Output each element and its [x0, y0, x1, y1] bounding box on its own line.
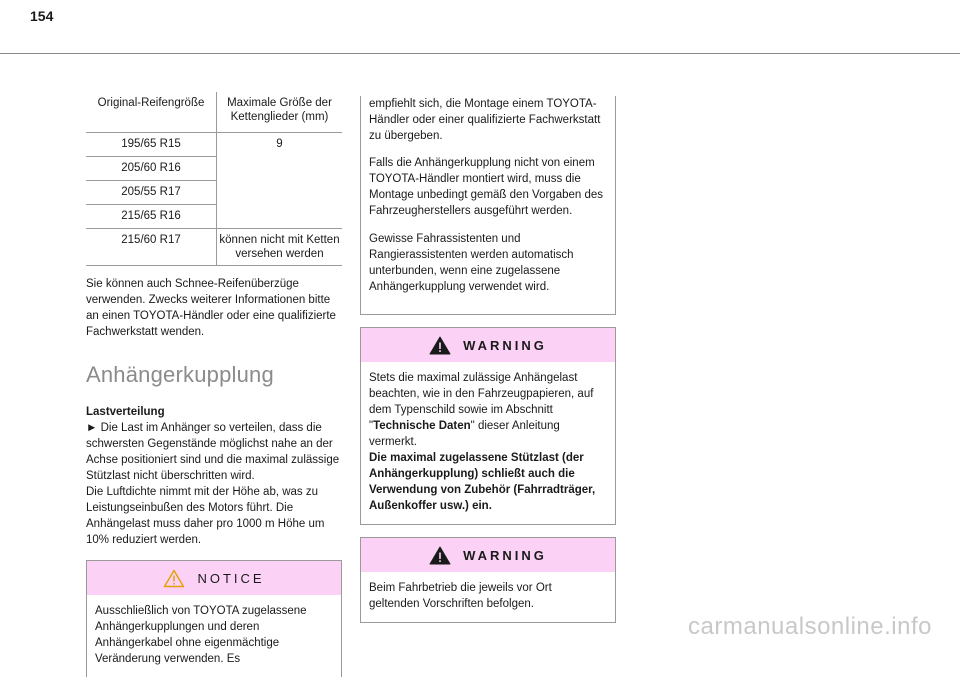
table-header-tire-size: Original-Reifengröße	[86, 92, 217, 133]
warning-text	[369, 370, 605, 450]
warning-text-part: " dieser Anleitung vermerkt.	[369, 420, 560, 448]
page-number: 154	[30, 8, 54, 24]
warning-label: WARNING	[463, 547, 547, 563]
bullet-text: Die Last im Anhänger so verteilen, dass die schwersten Gegenstände möglichst nahe an der Achse positioniert sind und die maximal zulässige Stützlast nicht überschritten wird.	[86, 422, 340, 482]
warning-text: Beim Fahrbetrieb die jeweils vor Ort geltenden Vorschriften befolgen.	[369, 582, 552, 610]
tire-size-cell: 205/55 R17	[86, 181, 217, 205]
warning-box-2	[360, 537, 616, 623]
bullet-paragraph	[86, 420, 342, 484]
notice-continuation-box	[360, 96, 616, 316]
max-size-cell: können nicht mit Ketten versehen werden	[217, 229, 343, 266]
warning-body	[361, 572, 615, 622]
technical-data-ref: Technische Daten	[373, 420, 471, 432]
notice-cont-para-1: empfiehlt sich, die Montage einem TOYOTA-Händler oder einer qualifizierte Fachwerkstatt zu übergeben.	[369, 97, 601, 142]
table-row	[86, 157, 342, 181]
max-size-cell	[217, 205, 343, 229]
notice-box	[86, 560, 342, 677]
warning-triangle-filled-icon	[429, 336, 451, 355]
notice-cont-para-3: Gewisse Fahrassistenten und Rangierassistenten werden automatisch unterbunden, wenn eine zugelassene Anhängerkupplung verwendet wird.	[369, 232, 574, 293]
table-row	[86, 181, 342, 205]
max-size-cell	[217, 181, 343, 205]
sub-title-load-distribution: Lastverteilung	[86, 406, 165, 418]
max-size-cell	[217, 157, 343, 181]
warning-text-part: Stets die maximal zulässige Anhängelast beachten, wie in den Fahrzeugpapieren, auf dem Typenschild sowie im Abschnitt "	[369, 372, 594, 432]
warning-body	[361, 362, 615, 524]
warning-bold-text: Die maximal zugelassene Stützlast (der Anhängerkupplung) schließt auch die Verwendung von Zubehör (Fahrradträger, Außenkoffer usw.) ein.	[369, 452, 596, 512]
tire-size-cell: 215/60 R17	[86, 229, 217, 266]
left-column	[86, 92, 342, 677]
air-density-text: Die Luftdichte nimmt mit der Höhe ab, was zu Leistungseinbußen des Motors führt. Die Anhängelast muss daher pro 1000 m Höhe um 10% reduziert werden.	[86, 486, 325, 546]
right-column	[360, 84, 616, 623]
table-header-row	[86, 92, 342, 133]
notice-text: Ausschließlich von TOYOTA zugelassene Anhängerkupplungen und deren Anhängerkabel ohne eigenmächtige Veränderung verwenden. Es	[95, 605, 307, 665]
warning-header	[361, 538, 615, 572]
table-header-max-size: Maximale Größe der Kettenglieder (mm)	[217, 92, 343, 133]
warning-label: WARNING	[463, 337, 547, 353]
tire-chain-table	[86, 92, 342, 266]
header-divider	[0, 53, 960, 54]
notice-cont-para-2: Falls die Anhängerkupplung nicht von einem TOYOTA-Händler montiert wird, muss die Montage unbedingt gemäß den Vorgaben des Fahrzeugherstellers ausgeführt werden.	[369, 157, 604, 217]
notice-label: NOTICE	[197, 570, 265, 586]
tire-size-cell: 195/65 R15	[86, 133, 217, 157]
watermark: carmanualsonline.info	[688, 613, 932, 640]
section-title: Anhängerkupplung	[86, 362, 274, 387]
tire-size-cell: 205/60 R16	[86, 157, 217, 181]
table-row	[86, 205, 342, 229]
warning-triangle-outline-icon	[163, 569, 185, 588]
warning-header	[361, 328, 615, 362]
table-row	[86, 229, 342, 266]
notice-body	[87, 595, 341, 677]
snow-cover-text: Sie können auch Schnee-Reifenüberzüge verwenden. Zwecks weiterer Informationen bitte an einen TOYOTA-Händler oder eine qualifizierte Fachwerkstatt wenden.	[86, 278, 336, 338]
bullet-arrow-icon: ►	[86, 422, 98, 434]
notice-header	[87, 561, 341, 595]
table-row	[86, 133, 342, 157]
warning-box-1	[360, 327, 616, 525]
tire-size-cell: 215/65 R16	[86, 205, 217, 229]
max-size-cell: 9	[276, 138, 283, 150]
warning-triangle-filled-icon	[429, 546, 451, 565]
